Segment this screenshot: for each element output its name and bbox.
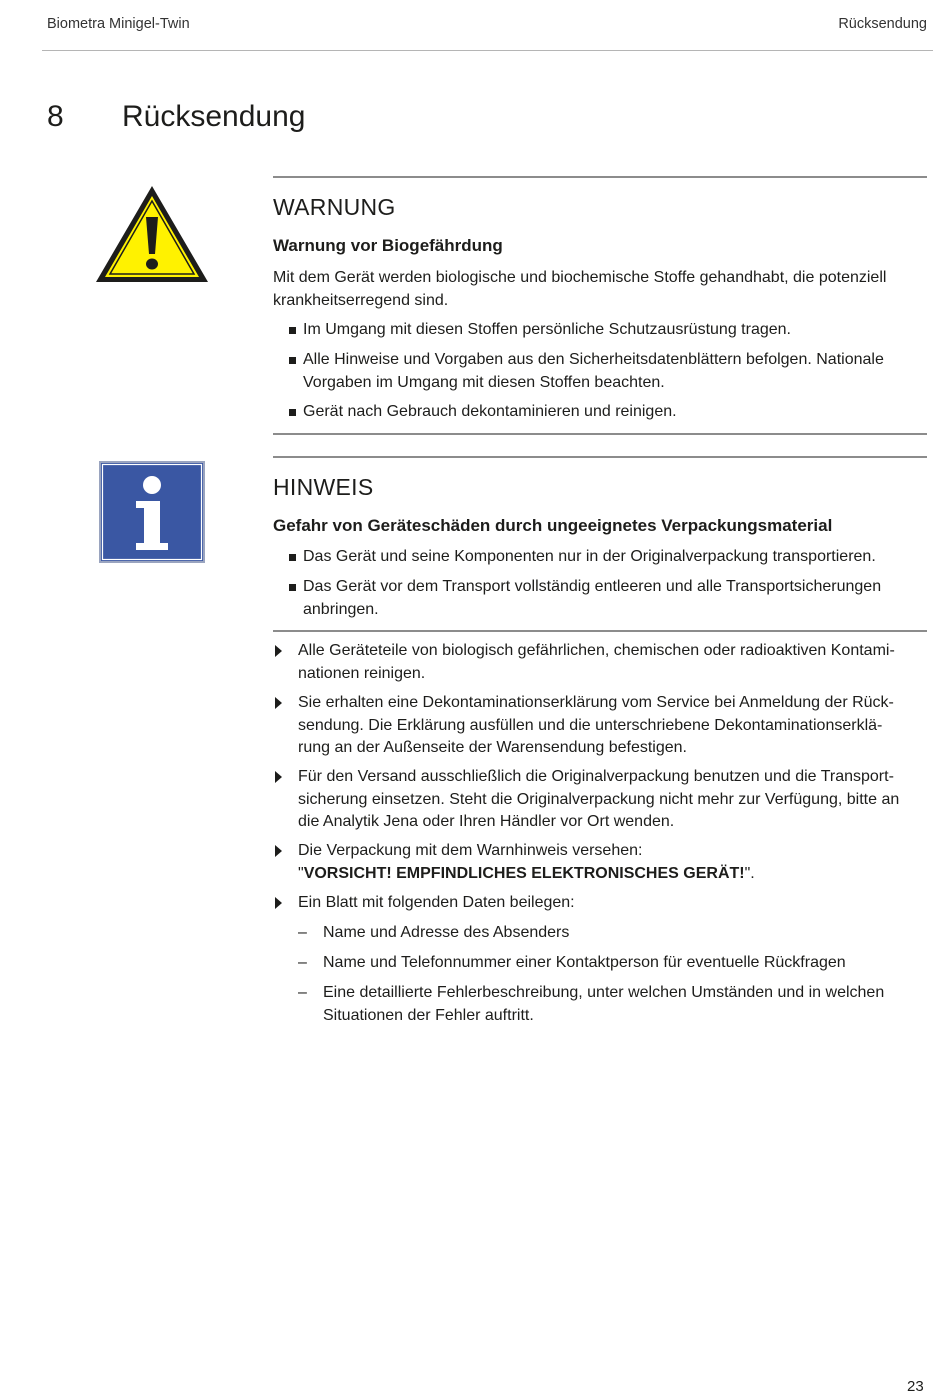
warning-list-item [289, 319, 929, 342]
action-step [273, 840, 929, 885]
notice-top-divider [273, 456, 927, 458]
notice-subtitle: Gefahr von Geräteschäden durch ungeeignetes Verpackungsmaterial [273, 516, 833, 535]
dash-bullet: – [298, 984, 307, 1001]
page-header [47, 16, 927, 52]
sub-item-text: Name und Telefonnummer einer Kontaktperson für eventuelle Rückfragen [323, 954, 846, 971]
sub-list-item [298, 922, 928, 945]
action-step [273, 692, 929, 760]
step-text: rung an der Außenseite der Warensendung befestigen. [298, 739, 687, 756]
list-item-text: Gerät nach Gebrauch dekontaminieren und reinigen. [303, 403, 677, 420]
warning-list-item [289, 401, 929, 424]
page-number: 23 [907, 1378, 924, 1395]
step-text: Alle Geräteteile von biologisch gefährlichen, chemischen oder radioaktiven Kontami- [298, 642, 895, 659]
sub-item-text: Name und Adresse des Absenders [323, 924, 570, 941]
dash-bullet: – [298, 954, 307, 971]
notice-bottom-divider [273, 630, 927, 632]
warning-list-item [289, 349, 929, 394]
header-divider [42, 50, 933, 51]
dash-bullet: – [298, 924, 307, 941]
step-text: sendung. Die Erklärung ausfüllen und die unterschriebene Dekontaminationserklä- [298, 716, 883, 734]
quote-mark: ". [744, 864, 755, 882]
list-item-text: Alle Hinweise und Vorgaben aus den Sicherheitsdatenblättern befolgen. Nationale [303, 351, 884, 368]
warning-subtitle: Warnung vor Biogefährdung [273, 236, 503, 255]
step-text: die Analytik Jena oder Ihren Händler vor Ort wenden. [298, 813, 675, 830]
action-step [273, 766, 929, 834]
warning-bottom-divider [273, 433, 927, 435]
action-step [273, 640, 929, 685]
step-arrow-icon [275, 645, 282, 657]
square-bullet-icon [289, 327, 296, 334]
warning-text-line: Mit dem Gerät werden biologische und biochemische Stoffe gehandhabt, die potenziell [273, 269, 887, 286]
warning-top-divider [273, 176, 927, 178]
step-text: Die Verpackung mit dem Warnhinweis versehen: [298, 842, 643, 859]
quote-mark: " [298, 864, 304, 882]
header-doc-title: Biometra Minigel-Twin [47, 16, 190, 32]
chapter-number: 8 [47, 100, 64, 133]
list-item-text: Das Gerät vor dem Transport vollständig entleeren und alle Transportsicherungen [303, 578, 882, 595]
step-text: sicherung einsetzen. Steht die Originalverpackung nicht mehr zur Verfügung, bitte an [298, 790, 900, 808]
notice-title: HINWEIS [273, 474, 374, 500]
list-item-text: Im Umgang mit diesen Stoffen persönliche Schutzausrüstung tragen. [303, 321, 791, 338]
list-item-text: Das Gerät und seine Komponenten nur in der Originalverpackung transportieren. [303, 548, 876, 565]
square-bullet-icon [289, 584, 296, 591]
sub-list-item [298, 952, 928, 975]
step-text: Ein Blatt mit folgenden Daten beilegen: [298, 894, 575, 911]
step-arrow-icon [275, 897, 282, 909]
warning-label-bold: VORSICHT! EMPFINDLICHES ELEKTRONISCHES GERÄT! [303, 864, 745, 882]
step-arrow-icon [275, 845, 282, 857]
biohazard-warning-triangle-icon [93, 183, 211, 285]
square-bullet-icon [289, 409, 296, 416]
square-bullet-icon [289, 554, 296, 561]
warning-text-line: krankheitserregend sind. [273, 291, 449, 309]
sub-item-text: Eine detaillierte Fehlerbeschreibung, unter welchen Umständen und in welchen [323, 984, 885, 1001]
step-text: Für den Versand ausschließlich die Originalverpackung benutzen und die Transport- [298, 768, 894, 785]
list-item-text: Vorgaben im Umgang mit diesen Stoffen beachten. [303, 373, 665, 391]
list-item-text: anbringen. [303, 600, 379, 618]
info-icon [99, 461, 205, 563]
header-section-title: Rücksendung [838, 16, 927, 32]
action-step [273, 892, 929, 915]
sub-item-text: Situationen der Fehler auftritt. [323, 1006, 534, 1024]
step-arrow-icon [275, 697, 282, 709]
sub-list-item [298, 982, 928, 1027]
warning-title: WARNUNG [273, 194, 396, 220]
step-text: Sie erhalten eine Dekontaminationserklärung vom Service bei Anmeldung der Rück- [298, 694, 894, 711]
step-text: nationen reinigen. [298, 664, 426, 682]
warning-text [273, 267, 927, 312]
warning-label-text [298, 863, 929, 886]
step-arrow-icon [275, 771, 282, 783]
chapter-title: Rücksendung [122, 100, 306, 133]
notice-list-item [289, 576, 929, 621]
notice-list-item [289, 546, 929, 569]
square-bullet-icon [289, 357, 296, 364]
